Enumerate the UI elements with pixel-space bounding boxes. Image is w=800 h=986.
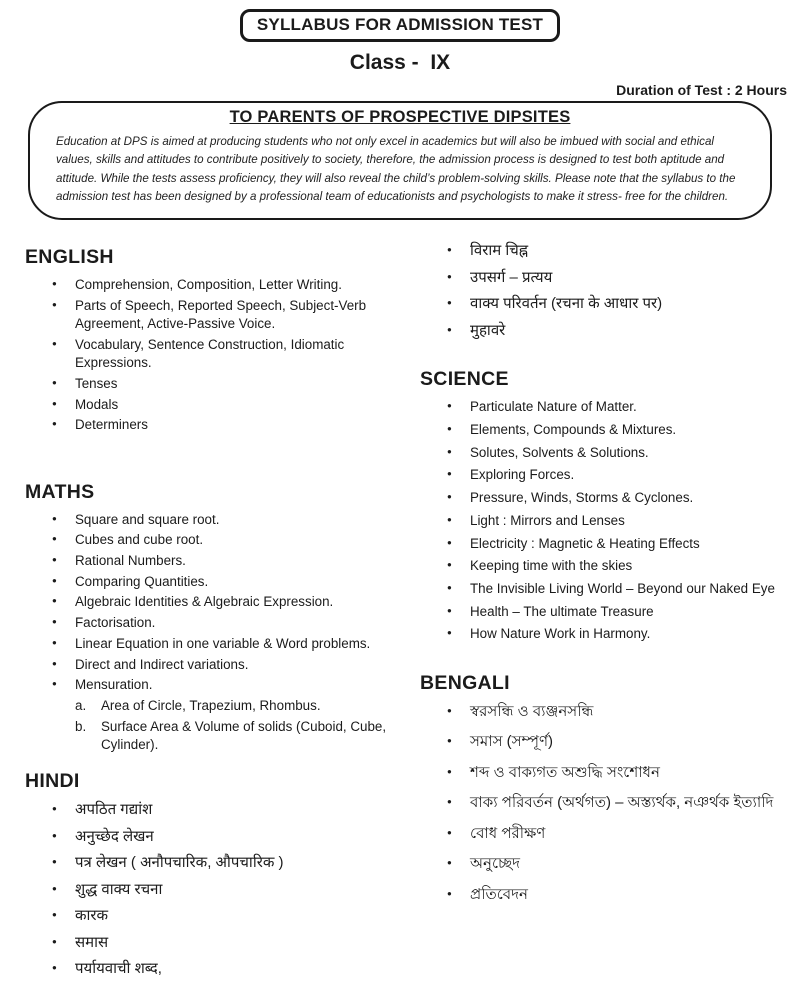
list-item: ● Parts of Speech, Reported Speech, Subject-Verb Agreement, Active-Passive Voice. xyxy=(52,297,405,333)
list-item: ● Linear Equation in one variable & Word problems. xyxy=(52,635,405,653)
english-list xyxy=(25,276,405,434)
list-item: ● शुद्ध वाक्य रचना xyxy=(52,880,405,900)
list-item: ● Exploring Forces. xyxy=(447,466,800,484)
list-item: ● Keeping time with the skies xyxy=(447,557,800,575)
list-item: ● Tenses xyxy=(52,375,405,393)
list-item: ● कारक xyxy=(52,906,405,926)
list-item: ● Determiners xyxy=(52,416,405,434)
test-duration-label: Duration of Test : 2 Hours xyxy=(616,82,787,98)
list-item: ● শব্দ ও বাক্যগত অশুদ্ধি সংশোধন xyxy=(447,763,800,783)
list-item: ● पर्यायवाची शब्द, xyxy=(52,959,405,979)
list-item: ● Solutes, Solvents & Solutions. xyxy=(447,444,800,462)
list-item: ● अनुच्छेद लेखन xyxy=(52,827,405,847)
list-item: ● The Invisible Living World – Beyond our Naked Eye xyxy=(447,580,800,598)
list-item: ● Rational Numbers. xyxy=(52,552,405,570)
science-list xyxy=(420,398,800,643)
list-item: ● विराम चिह्न xyxy=(447,241,800,261)
list-item: ● Pressure, Winds, Storms & Cyclones. xyxy=(447,489,800,507)
section-title-bengali: BENGALI xyxy=(420,671,510,694)
list-item: ● समास xyxy=(52,933,405,953)
list-item: ● Algebraic Identities & Algebraic Expression. xyxy=(52,593,405,611)
bengali-list xyxy=(420,702,800,905)
section-title-science: SCIENCE xyxy=(420,368,509,391)
list-item: ● Mensuration. xyxy=(52,676,405,694)
parents-notice-box xyxy=(28,101,772,220)
banner-container xyxy=(0,0,800,42)
section-title-hindi: HINDI xyxy=(25,770,80,793)
list-item: ● Vocabulary, Sentence Construction, Idiomatic Expressions. xyxy=(52,336,405,372)
list-item: ● अपठित गद्यांश xyxy=(52,800,405,820)
list-item: ● How Nature Work in Harmony. xyxy=(447,625,800,643)
list-item: ● বোধ পরীক্ষণ xyxy=(447,824,800,844)
list-item: ● বাক্য পরিবর্তন (অর্থগত) – অস্ত্যর্থক, নঞর্থক ইত্যাদি xyxy=(447,793,800,813)
list-item: ● Health – The ultimate Treasure xyxy=(447,603,800,621)
hindi-list-right xyxy=(420,241,800,340)
document-banner-title: SYLLABUS FOR ADMISSION TEST xyxy=(240,9,560,42)
list-item: ● সমাস (সম্পূর্ণ) xyxy=(447,732,800,752)
list-item: ● मुहावरे xyxy=(447,321,800,341)
maths-mensuration-sublist xyxy=(25,697,405,754)
notice-body-paragraph: Education at DPS is aimed at producing students who not only excel in academics but will also be imbued with social and ethical values, skills and attitudes to contribute positively to society, therefore, the admission process is designed to test both aptitude and attitude. While the tests assess proficiency, they will also reveal the child’s problem-solving skills. Please note that the syllabus to the admission test has been designed by a professional team of educationists and psychologists to make it stress- free for the children. xyxy=(56,135,739,203)
section-title-english: ENGLISH xyxy=(25,246,114,269)
list-item: ● Direct and Indirect variations. xyxy=(52,656,405,674)
left-column xyxy=(0,234,405,985)
list-item: ● স্বরসন্ধি ও ব্যঞ্জনসন্ধি xyxy=(447,702,800,722)
right-column xyxy=(405,234,800,985)
list-item: ● पत्र लेखन ( अनौपचारिक, औपचारिक ) xyxy=(52,853,405,873)
list-item: ● Particulate Nature of Matter. xyxy=(447,398,800,416)
list-item: ● Electricity : Magnetic & Heating Effects xyxy=(447,535,800,553)
list-item: ● Comprehension, Composition, Letter Writing. xyxy=(52,276,405,294)
section-title-maths: MATHS xyxy=(25,480,95,503)
list-item: ● Factorisation. xyxy=(52,614,405,632)
list-item: ● उपसर्ग – प्रत्यय xyxy=(447,268,800,288)
class-title: Class - IX xyxy=(349,51,451,74)
list-item: ● Cubes and cube root. xyxy=(52,531,405,549)
list-item: ● Square and square root. xyxy=(52,511,405,529)
list-item: ● Modals xyxy=(52,396,405,414)
two-column-layout xyxy=(0,234,800,985)
list-item: ● প্রতিবেদন xyxy=(447,885,800,905)
hindi-list-left xyxy=(25,800,405,979)
list-item: Surface Area & Volume of solids (Cuboid, Cube, Cylinder). xyxy=(101,718,387,752)
list-item: Area of Circle, Trapezium, Rhombus. xyxy=(101,697,321,713)
notice-title: TO PARENTS OF PROSPECTIVE DIPSITES xyxy=(229,108,571,126)
maths-list xyxy=(25,511,405,695)
list-item: ● Comparing Quantities. xyxy=(52,573,405,591)
list-item: ● Elements, Compounds & Mixtures. xyxy=(447,421,800,439)
list-item: ● অনুচ্ছেদ xyxy=(447,854,800,874)
list-item: ● Light : Mirrors and Lenses xyxy=(447,512,800,530)
list-item: ● वाक्य परिवर्तन (रचना के आधार पर) xyxy=(447,294,800,314)
